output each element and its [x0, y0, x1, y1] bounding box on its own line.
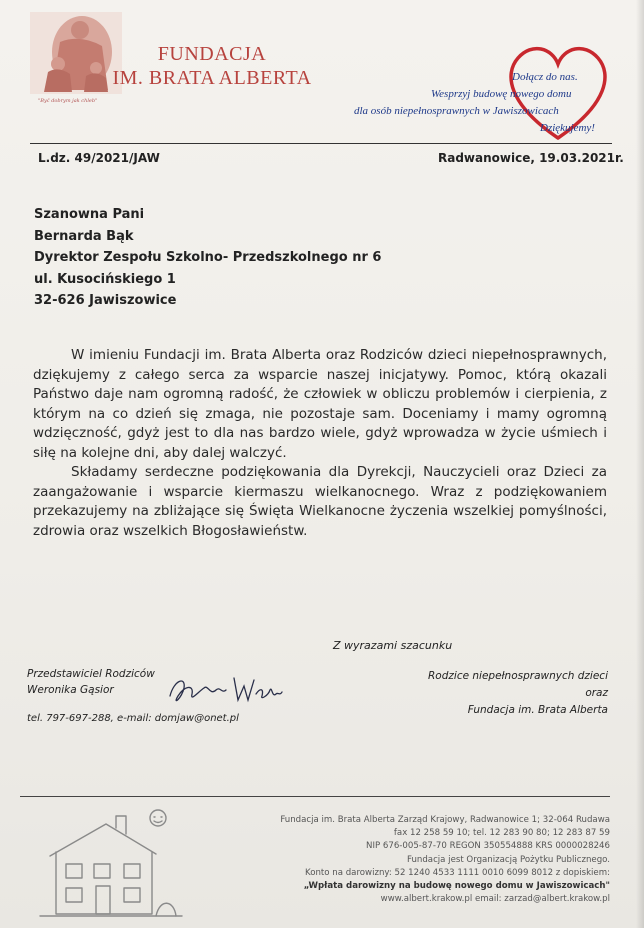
- signatories: [380, 668, 608, 719]
- representative-name: Weronika Gąsior: [27, 684, 114, 696]
- addressee-name: Bernarda Bąk: [34, 228, 134, 244]
- addressee-block: [34, 204, 381, 312]
- addressee-postal-city: 32-626 Jawiszowice: [34, 293, 177, 308]
- logo-motto: "Być dobrym jak chleb": [38, 98, 98, 104]
- footer-bank-account: Konto na darowizny: 52 1240 4533 1111 0010 6099 8012 z dopiskiem:: [305, 867, 610, 878]
- addressee-position: Dyrektor Zespołu Szkolno- Przedszkolnego nr 6: [34, 250, 382, 265]
- handwritten-signature: [164, 666, 286, 710]
- representative-role: Przedstawiciel Rodziców: [27, 668, 155, 680]
- signatories-parents: Rodzice niepełnosprawnych dzieci: [428, 670, 608, 682]
- footer-address: Fundacja im. Brata Alberta Zarząd Krajowy, Radwanowice 1; 32-064 Rudawa: [280, 815, 610, 825]
- footer-registry: NIP 676-005-87-70 REGON 350554888 KRS 0000028246: [366, 841, 610, 852]
- closing-phrase: Z wyrazami szacunku: [333, 639, 453, 652]
- footer-divider: [20, 796, 610, 797]
- body-paragraph: Składamy serdeczne podziękowania dla Dyrekcji, Nauczycieli oraz Dzieci za zaangażowanie i wsparcie kiermaszu wielkanocnego. Wraz z podziękowaniem przekazujemy na zbliżające się Święta Wielkanocne życzenia wszelkiej pomyślności, zdrowia oraz wszelkich Błogosławieństw.: [33, 464, 607, 539]
- org-name-line2: IM. BRATA ALBERTA: [112, 67, 312, 89]
- footer-contact: [188, 814, 610, 906]
- campaign-line-purpose: dla osób niepełnosprawnych w Jawiszowicach: [354, 105, 559, 117]
- addressee-salutation: Szanowna Pani: [34, 207, 145, 222]
- signatories-foundation: Fundacja im. Brata Alberta: [467, 704, 608, 716]
- campaign-line-thanks: Dziękujemy!: [540, 122, 595, 134]
- addressee-street: ul. Kusocińskiego 1: [34, 271, 176, 287]
- header-divider: [30, 143, 612, 144]
- place-and-date: Radwanowice, 19.03.2021r.: [438, 151, 624, 165]
- letter-body: [33, 346, 607, 541]
- footer-web-email: www.albert.krakow.pl email: zarzad@albert.krakow.pl: [380, 894, 610, 905]
- footer-transfer-title: „Wpłata darowizny na budowę nowego domu w Jawiszowicach": [303, 881, 610, 892]
- footer-opp-status: Fundacja jest Organizacją Pożytku Publicznego.: [406, 854, 610, 865]
- campaign-line-support: Wesprzyj budowę nowego domu: [431, 88, 572, 100]
- footer-phones: fax 12 258 59 10; tel. 12 283 90 80; 12 283 87 59: [393, 828, 610, 839]
- parents-representative: [27, 666, 155, 698]
- contact-info: tel. 797-697-288, e-mail: domjaw@onet.pl: [27, 713, 239, 724]
- signatories-and: oraz: [585, 687, 608, 699]
- foundation-logo-image: [30, 12, 122, 94]
- reference-number: L.dz. 49/2021/JAW: [38, 151, 160, 165]
- body-paragraph: W imieniu Fundacji im. Brata Alberta oraz Rodziców dzieci niepełnosprawnych, dziękujemy z całego serca za wsparcie naszej inicjatywy. Pomoc, którą okazali Państwo daje nam ogromną radość, że człowiek w obliczu problemów i cierpienia, z którym na co dzień się zmaga, nie pozostaje sam. Doceniamy i mamy ogromną wdzięczność, gdyż jest to dla nas bardzo wiele, gdyż wprowadza w życie uśmiech i siłę na kolejne dni, aby dalej walczyć.: [33, 347, 607, 461]
- organization-name: [112, 42, 312, 90]
- campaign-line-join: Dołącz do nas.: [512, 71, 578, 83]
- house-drawing-icon: [36, 808, 186, 920]
- org-name-line1: FUNDACJA: [157, 43, 267, 65]
